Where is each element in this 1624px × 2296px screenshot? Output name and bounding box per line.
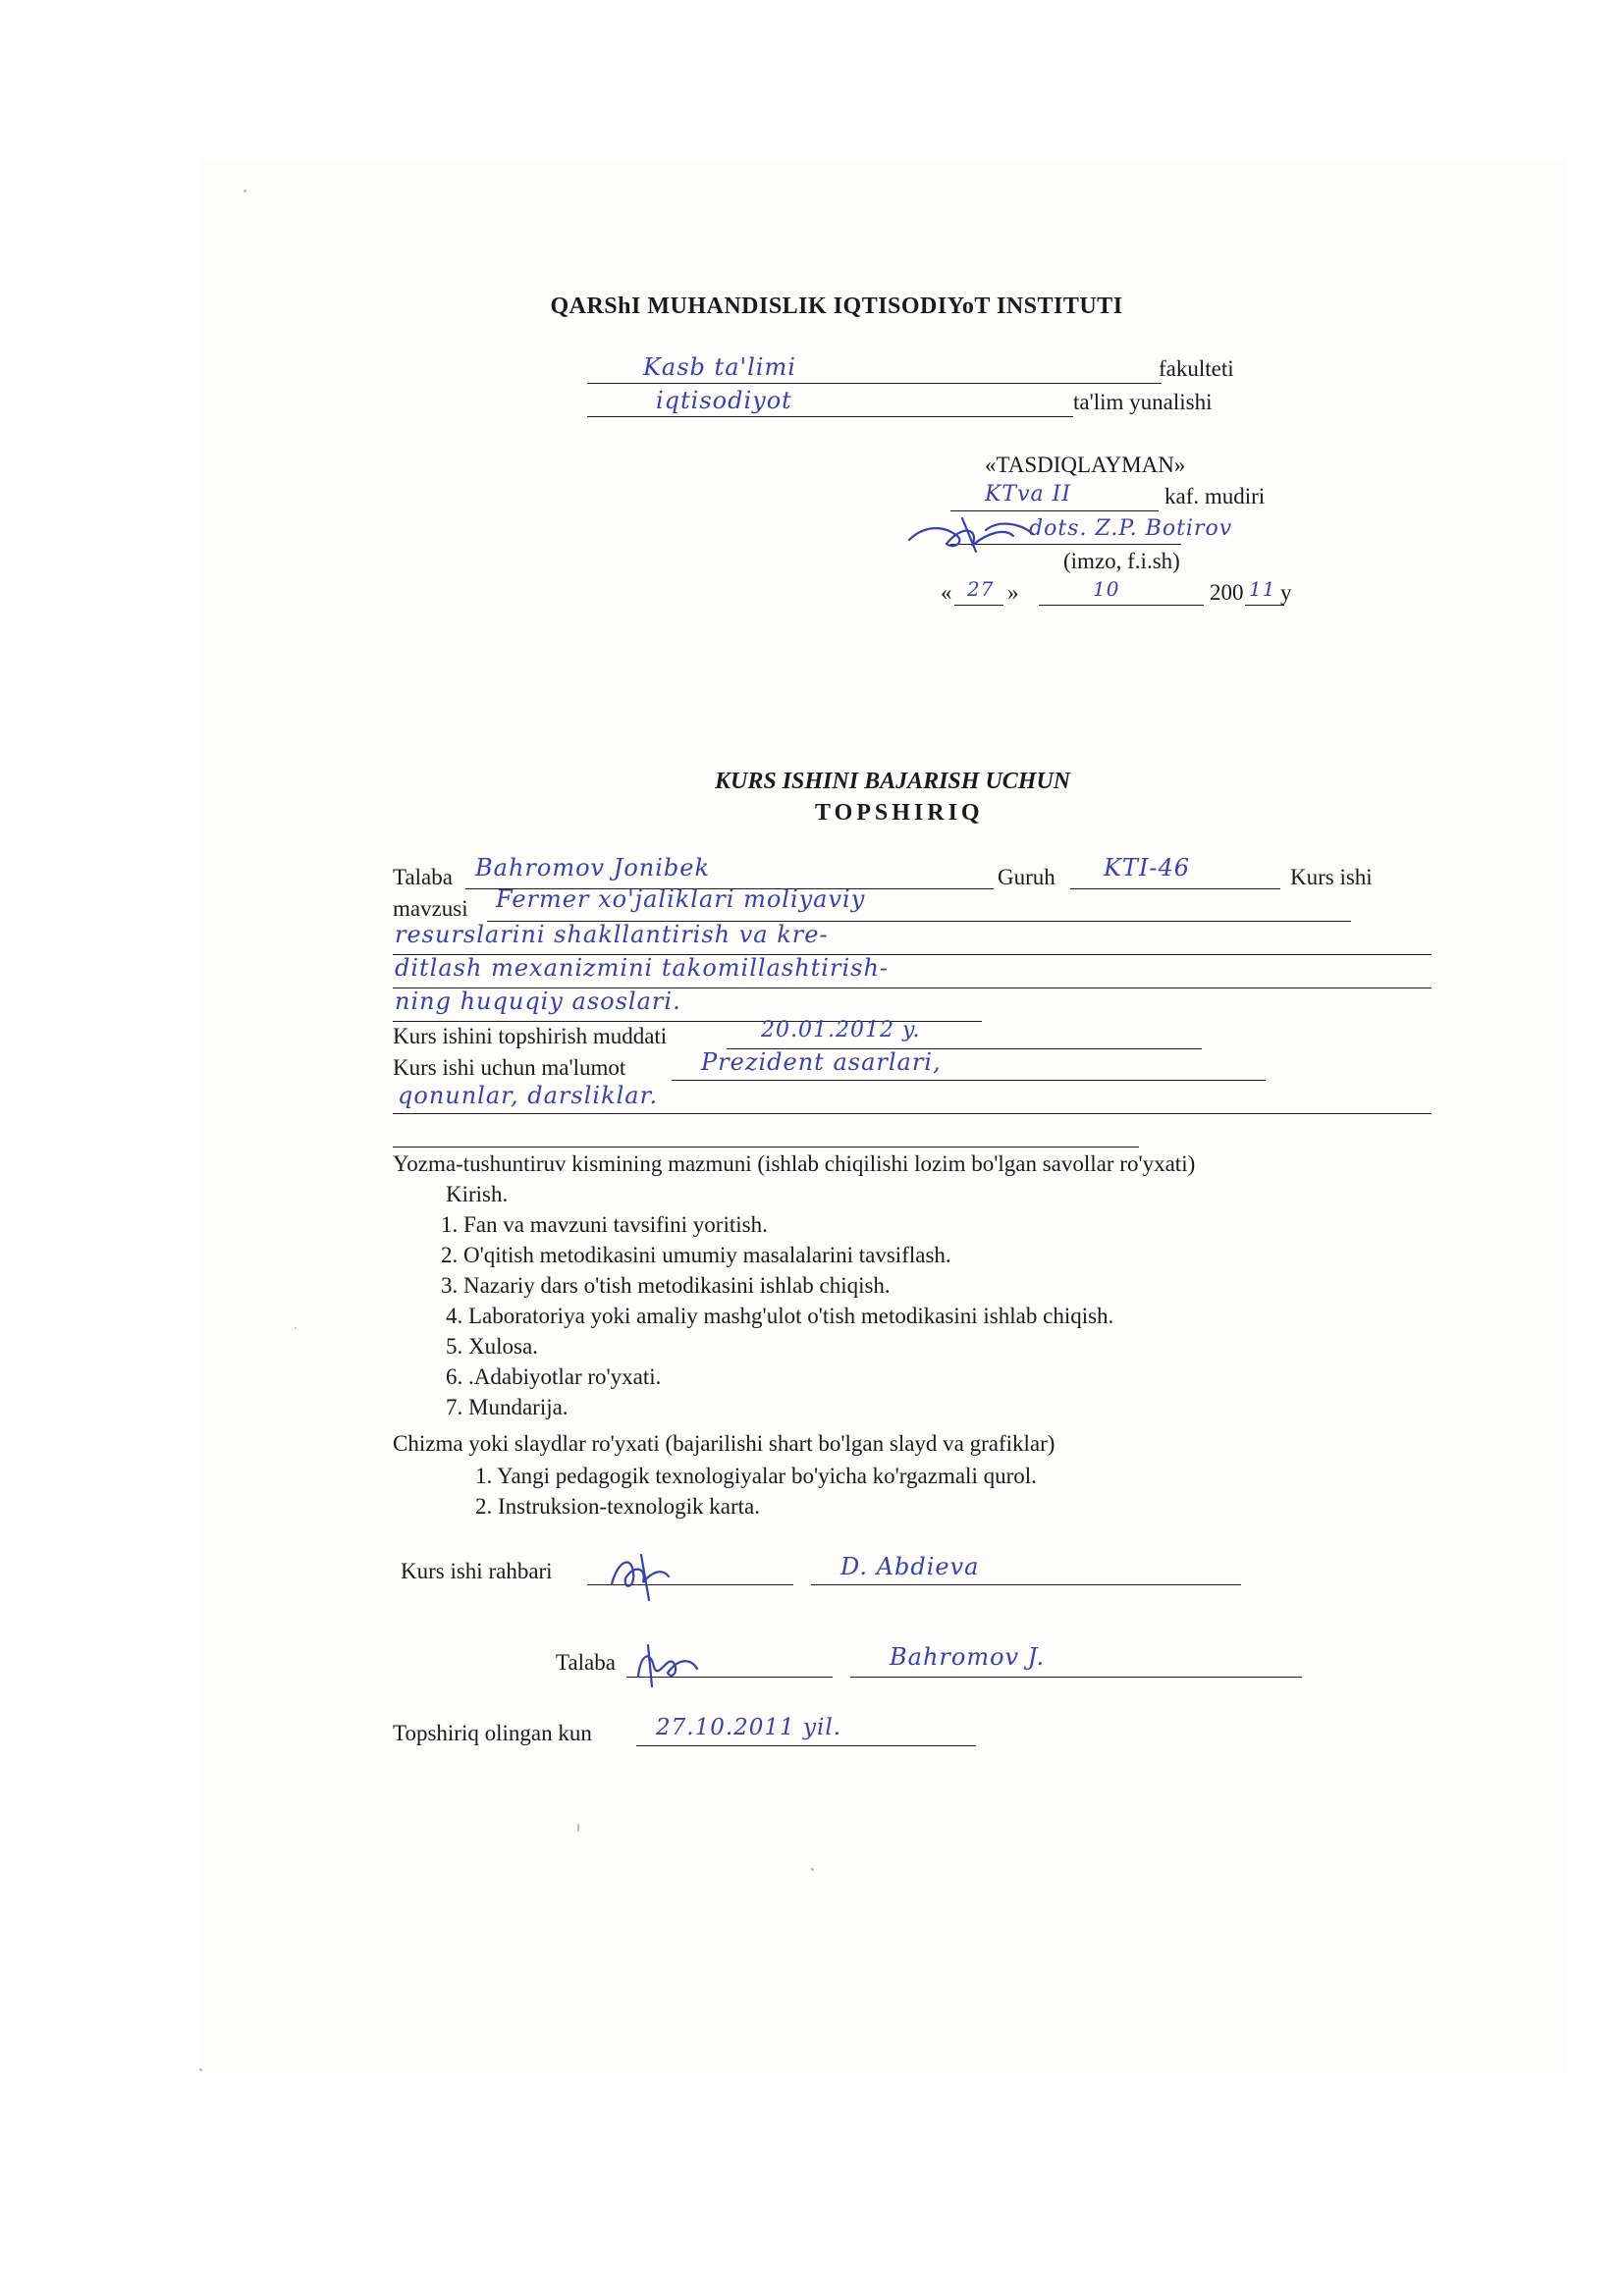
topic-line-1: Fermer xo'jaliklari moliyaviy: [496, 885, 866, 913]
scan-speck: [199, 2068, 202, 2071]
contents-item: 4. Laboratoriya yoki amaliy mashg'ulot o'tish metodikasini ishlab chiqish.: [446, 1304, 1114, 1328]
received-date-handwritten: 27.10.2011 yil.: [656, 1715, 842, 1740]
group-handwritten: KTI-46: [1104, 854, 1191, 881]
document-page: [201, 159, 1566, 2073]
supervisor-name-handwritten: D. Abdieva: [840, 1553, 980, 1580]
year-handwritten: 11: [1249, 577, 1276, 601]
dept-head-label: kaf. mudiri: [1164, 484, 1266, 508]
faculty-underline: [587, 383, 1162, 384]
scan-speck: [295, 1327, 297, 1329]
approval-title: «TASDIQLAYMAN»: [985, 453, 1186, 477]
month-underline: [1039, 605, 1204, 606]
year-underline: [1245, 605, 1284, 606]
faculty-handwritten: Kasb ta'limi: [643, 353, 796, 381]
scan-speck: [811, 1868, 814, 1871]
topic-line-4: ning huquqiy asoslari.: [395, 988, 681, 1015]
slides-label: Chizma yoki slaydlar ro'yxati (bajarilishi shart bo'lgan slayd va grafiklar): [393, 1431, 1056, 1456]
date-quote-close: »: [1007, 580, 1019, 605]
institute-name: QARShI MUHANDISLIK IQTISODIYoT INSTITUTI: [550, 294, 1123, 319]
day-underline: [954, 605, 1003, 606]
student-name-underline: [850, 1677, 1302, 1678]
topic-line-3: ditlash mexanizmini takomillashtirish-: [395, 954, 890, 982]
direction-handwritten: iqtisodiyot: [656, 387, 792, 414]
deadline-handwritten: 20.01.2012 y.: [761, 1018, 921, 1042]
supervisor-label: Kurs ishi rahbari: [401, 1559, 553, 1583]
topic-line-2: resurslarini shakllantirish va kre-: [395, 921, 829, 948]
date-quote-open: «: [941, 580, 952, 605]
info-underline-3: [393, 1147, 1139, 1148]
info-underline-1: [672, 1080, 1266, 1081]
head-name-handwritten: dots. Z.P. Botirov: [1029, 516, 1233, 541]
received-date-underline: [636, 1745, 976, 1746]
year-prefix: 200: [1210, 580, 1244, 605]
student-label: Talaba: [393, 865, 453, 889]
student-signature-image: [628, 1637, 707, 1692]
contents-item: 5. Xulosa.: [446, 1334, 538, 1359]
group-underline: [1070, 888, 1280, 889]
year-suffix: y: [1280, 580, 1292, 605]
supervisor-signature-image: [604, 1545, 682, 1604]
slides-item: 1. Yangi pedagogik texnologiyalar bo'yicha ko'rgazmali qurol.: [475, 1464, 1037, 1488]
month-handwritten: 10: [1093, 577, 1120, 601]
student-name-handwritten: Bahromov Jonibek: [475, 854, 711, 881]
heading-line2: TOPSHIRIQ: [815, 800, 984, 826]
direction-label: ta'lim yunalishi: [1073, 390, 1213, 414]
student-sign-label: Talaba: [556, 1650, 616, 1675]
info-line-1: Prezident asarlari,: [701, 1048, 942, 1076]
contents-item: 7. Mundarija.: [446, 1395, 568, 1419]
received-date-label: Topshiriq olingan kun: [393, 1721, 592, 1745]
contents-item: 2. O'qitish metodikasini umumiy masalalarini tavsiflash.: [441, 1243, 951, 1267]
group-label: Guruh: [998, 865, 1056, 889]
scan-speck: [577, 1824, 579, 1832]
dept-handwritten: KTva II: [985, 482, 1072, 507]
contents-item: Kirish.: [446, 1182, 509, 1206]
info-line-2: qonunlar, darsliklar.: [398, 1082, 659, 1109]
deadline-label: Kurs ishini topshirish muddati: [393, 1024, 668, 1048]
topic-label: mavzusi: [393, 896, 468, 921]
slides-item: 2. Instruksion-texnologik karta.: [475, 1494, 761, 1519]
day-handwritten: 27: [967, 577, 995, 601]
scan-speck: [244, 189, 246, 192]
heading-line1: KURS ISHINI BAJARISH UCHUN: [715, 769, 1071, 794]
direction-underline: [587, 416, 1073, 417]
contents-item: 3. Nazariy dars o'tish metodikasini ishlab chiqish.: [441, 1273, 891, 1298]
faculty-label: fakulteti: [1159, 356, 1234, 381]
supervisor-name-underline: [811, 1584, 1241, 1585]
course-work-label: Kurs ishi: [1290, 865, 1373, 889]
student-sign-name-handwritten: Bahromov J.: [890, 1643, 1046, 1671]
signature-hint-label: (imzo, f.i.sh): [1063, 549, 1180, 573]
contents-item: 1. Fan va mavzuni tavsifini yoritish.: [441, 1212, 768, 1237]
contents-label: Yozma-tushuntiruv kismining mazmuni (ishlab chiqilishi lozim bo'lgan savollar ro'yxati): [393, 1151, 1196, 1176]
info-underline-2: [393, 1113, 1432, 1114]
info-label: Kurs ishi uchun ma'lumot: [393, 1055, 626, 1080]
contents-item: 6. .Adabiyotlar ro'yxati.: [446, 1364, 662, 1389]
